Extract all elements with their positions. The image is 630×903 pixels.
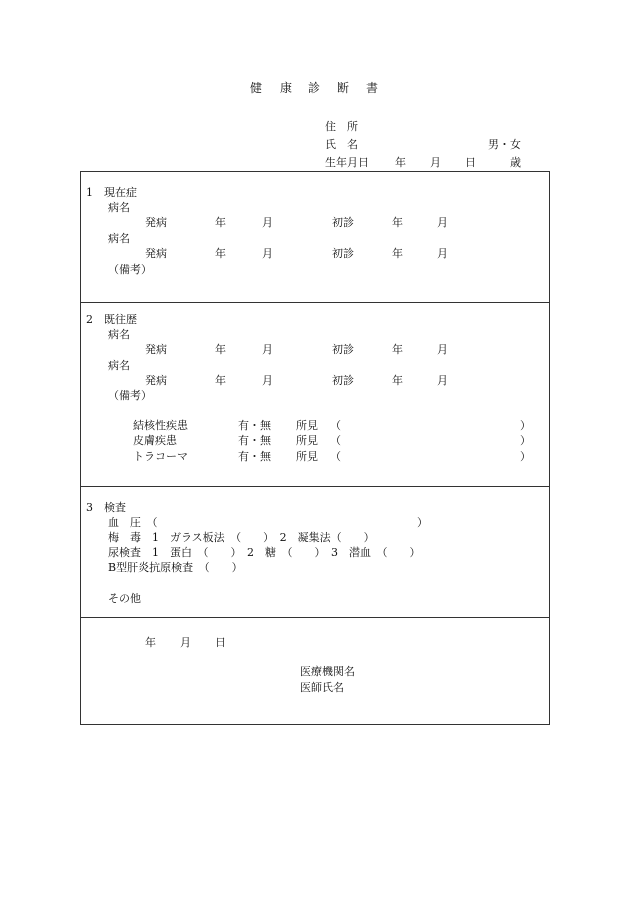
- title-char: 診: [308, 81, 321, 95]
- visit-year-unit: 年: [392, 216, 403, 229]
- open-paren: （: [330, 434, 341, 447]
- section-heading: 3 検査: [86, 501, 126, 514]
- first-visit-label: 初診: [332, 374, 354, 387]
- date-month-unit: 月: [180, 636, 191, 649]
- doctor-label: 医師氏名: [300, 681, 344, 694]
- address-label: 住 所: [325, 120, 358, 133]
- section-divider: [80, 302, 550, 303]
- close-paren: ）: [520, 419, 531, 432]
- open-paren: （: [330, 419, 341, 432]
- blood-pressure-label: 血 圧 （: [108, 516, 158, 529]
- findings-label: 所見: [296, 450, 318, 463]
- visit-year-unit: 年: [392, 374, 403, 387]
- visit-month-unit: 月: [437, 374, 448, 387]
- findings-label: 所見: [296, 434, 318, 447]
- visit-month-unit: 月: [437, 343, 448, 356]
- section-divider: [80, 486, 550, 487]
- birth-day-unit: 日: [465, 156, 476, 169]
- date-year-unit: 年: [145, 636, 156, 649]
- title-char: 書: [366, 81, 379, 95]
- yes-no-choice[interactable]: 有・無: [238, 450, 271, 463]
- disease-label: 病名: [108, 201, 130, 214]
- other-label: その他: [108, 592, 141, 605]
- section-heading: 2 既往歴: [86, 313, 137, 326]
- birth-year-unit: 年: [395, 156, 406, 169]
- disease-label: 病名: [108, 232, 130, 245]
- birthdate-label: 生年月日: [325, 156, 369, 169]
- first-visit-label: 初診: [332, 343, 354, 356]
- syphilis-test: 梅 毒 1 ガラス板法 （ ） 2 凝集法（ ）: [108, 531, 375, 544]
- visit-month-unit: 月: [437, 216, 448, 229]
- age-unit: 歳: [510, 156, 521, 169]
- onset-month-unit: 月: [262, 247, 273, 260]
- hepatitis-b-test: B型肝炎抗原検査 （ ）: [108, 561, 243, 574]
- close-paren: ）: [417, 516, 428, 529]
- onset-label: 発病: [145, 343, 167, 356]
- onset-month-unit: 月: [262, 343, 273, 356]
- yes-no-choice[interactable]: 有・無: [238, 434, 271, 447]
- first-visit-label: 初診: [332, 216, 354, 229]
- open-paren: （: [330, 450, 341, 463]
- findings-label: 所見: [296, 419, 318, 432]
- onset-label: 発病: [145, 374, 167, 387]
- remarks-label: （備考）: [108, 263, 152, 276]
- first-visit-label: 初診: [332, 247, 354, 260]
- onset-year-unit: 年: [215, 216, 226, 229]
- title-char: 断: [337, 81, 350, 95]
- remarks-label: （備考）: [108, 389, 152, 402]
- section-heading: 1 現在症: [86, 186, 137, 199]
- close-paren: ）: [520, 450, 531, 463]
- date-day-unit: 日: [215, 636, 226, 649]
- onset-label: 発病: [145, 247, 167, 260]
- onset-year-unit: 年: [215, 247, 226, 260]
- visit-year-unit: 年: [392, 343, 403, 356]
- onset-year-unit: 年: [215, 374, 226, 387]
- institution-label: 医療機関名: [300, 665, 355, 678]
- section-divider: [80, 617, 550, 618]
- title-char: 健: [250, 81, 263, 95]
- yes-no-choice[interactable]: 有・無: [238, 419, 271, 432]
- visit-year-unit: 年: [392, 247, 403, 260]
- history-item-tuberculosis: 結核性疾患: [133, 419, 188, 432]
- urine-test: 尿検査 1 蛋白 （ ） 2 糖 （ ） 3 潜血 （ ）: [108, 546, 421, 559]
- disease-label: 病名: [108, 328, 130, 341]
- onset-month-unit: 月: [262, 374, 273, 387]
- visit-month-unit: 月: [437, 247, 448, 260]
- onset-year-unit: 年: [215, 343, 226, 356]
- disease-label: 病名: [108, 359, 130, 372]
- name-label: 氏 名: [325, 138, 358, 151]
- history-item-trachoma: トラコーマ: [133, 450, 188, 463]
- onset-label: 発病: [145, 216, 167, 229]
- title-char: 康: [280, 81, 293, 95]
- history-item-skin: 皮膚疾患: [133, 434, 177, 447]
- birth-month-unit: 月: [430, 156, 441, 169]
- close-paren: ）: [520, 434, 531, 447]
- sex-field[interactable]: 男・女: [488, 138, 521, 151]
- onset-month-unit: 月: [262, 216, 273, 229]
